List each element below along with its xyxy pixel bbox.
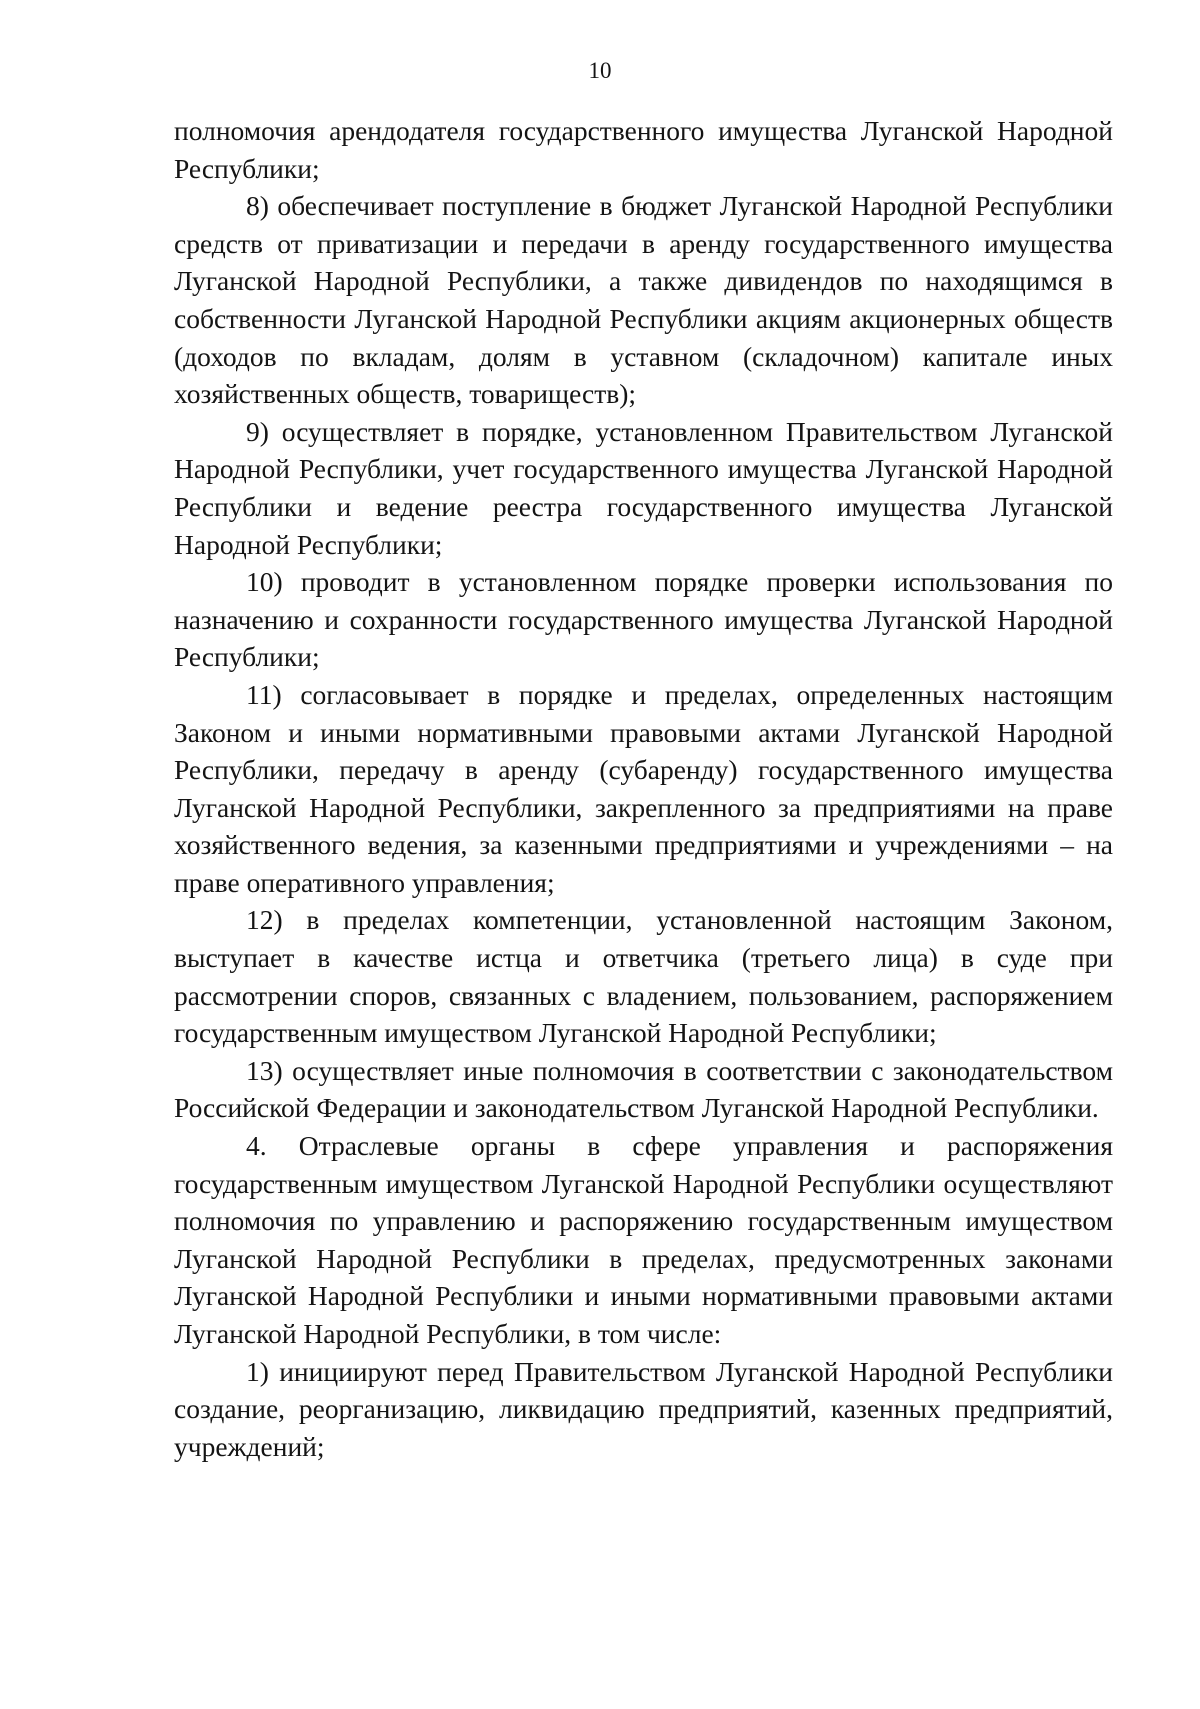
paragraph-item-9: 9) осуществляет в порядке, установленном Правительством Луганской Народной Республики, учет государственного имущества Луганской Народной Республики и ведение реестра государственного имущества Луганской Народной Республики; xyxy=(174,415,1113,560)
paragraph-continuation: полномочия арендодателя государственного имущества Луганской Народной Республики; xyxy=(174,115,1113,184)
paragraph-section-4-item-1: 1) инициируют перед Правительством Луганской Народной Республики создание, реорганизацию, ликвидацию предприятий, казенных предприятий, учреждений; xyxy=(174,1355,1113,1462)
paragraph-item-8: 8) обеспечивает поступление в бюджет Луганской Народной Республики средств от приватизации и передачи в аренду государственного имущества Луганской Народной Республики, а также дивидендов по находящимся в собственности Луганской Народной Республики акциям акционерных обществ (доходов по вкладам, долям в уставном (складочном) капитале иных хозяйственных обществ, товариществ); xyxy=(174,190,1113,410)
paragraph-item-13: 13) осуществляет иные полномочия в соответствии с законодательством Российской Федерации и законодательством Луганской Народной Республики. xyxy=(174,1054,1113,1124)
paragraph-item-11: 11) согласовывает в порядке и пределах, определенных настоящим Законом и иными нормативными правовыми актами Луганской Народной Республики, передачу в аренду (субаренду) государственного имущества Луганской Народной Республики, закрепленного за предприятиями на праве хозяйственного ведения, за казенными предприятиями и учреждениями – на праве оперативного управления; xyxy=(174,678,1113,898)
document-body xyxy=(174,112,1113,1465)
paragraph-item-10: 10) проводит в установленном порядке проверки использования по назначению и сохранности государственного имущества Луганской Народной Республики; xyxy=(174,566,1113,673)
paragraph-item-12: 12) в пределах компетенции, установленной настоящим Законом, выступает в качестве истца и ответчика (третьего лица) в суде при рассмотрении споров, связанных с владением, пользованием, распоряжением государственным имуществом Луганской Народной Республики; xyxy=(174,904,1113,1049)
page-number: 10 xyxy=(588,58,612,83)
paragraph-section-4: 4. Отраслевые органы в сфере управления и распоряжения государственным имуществом Луганской Народной Республики осуществляют полномочия по управлению и распоряжению государственным имуществом Луганской Народной Республики в пределах, предусмотренных законами Луганской Народной Республики и иными нормативными правовыми актами Луганской Народной Республики, в том числе: xyxy=(174,1130,1113,1349)
